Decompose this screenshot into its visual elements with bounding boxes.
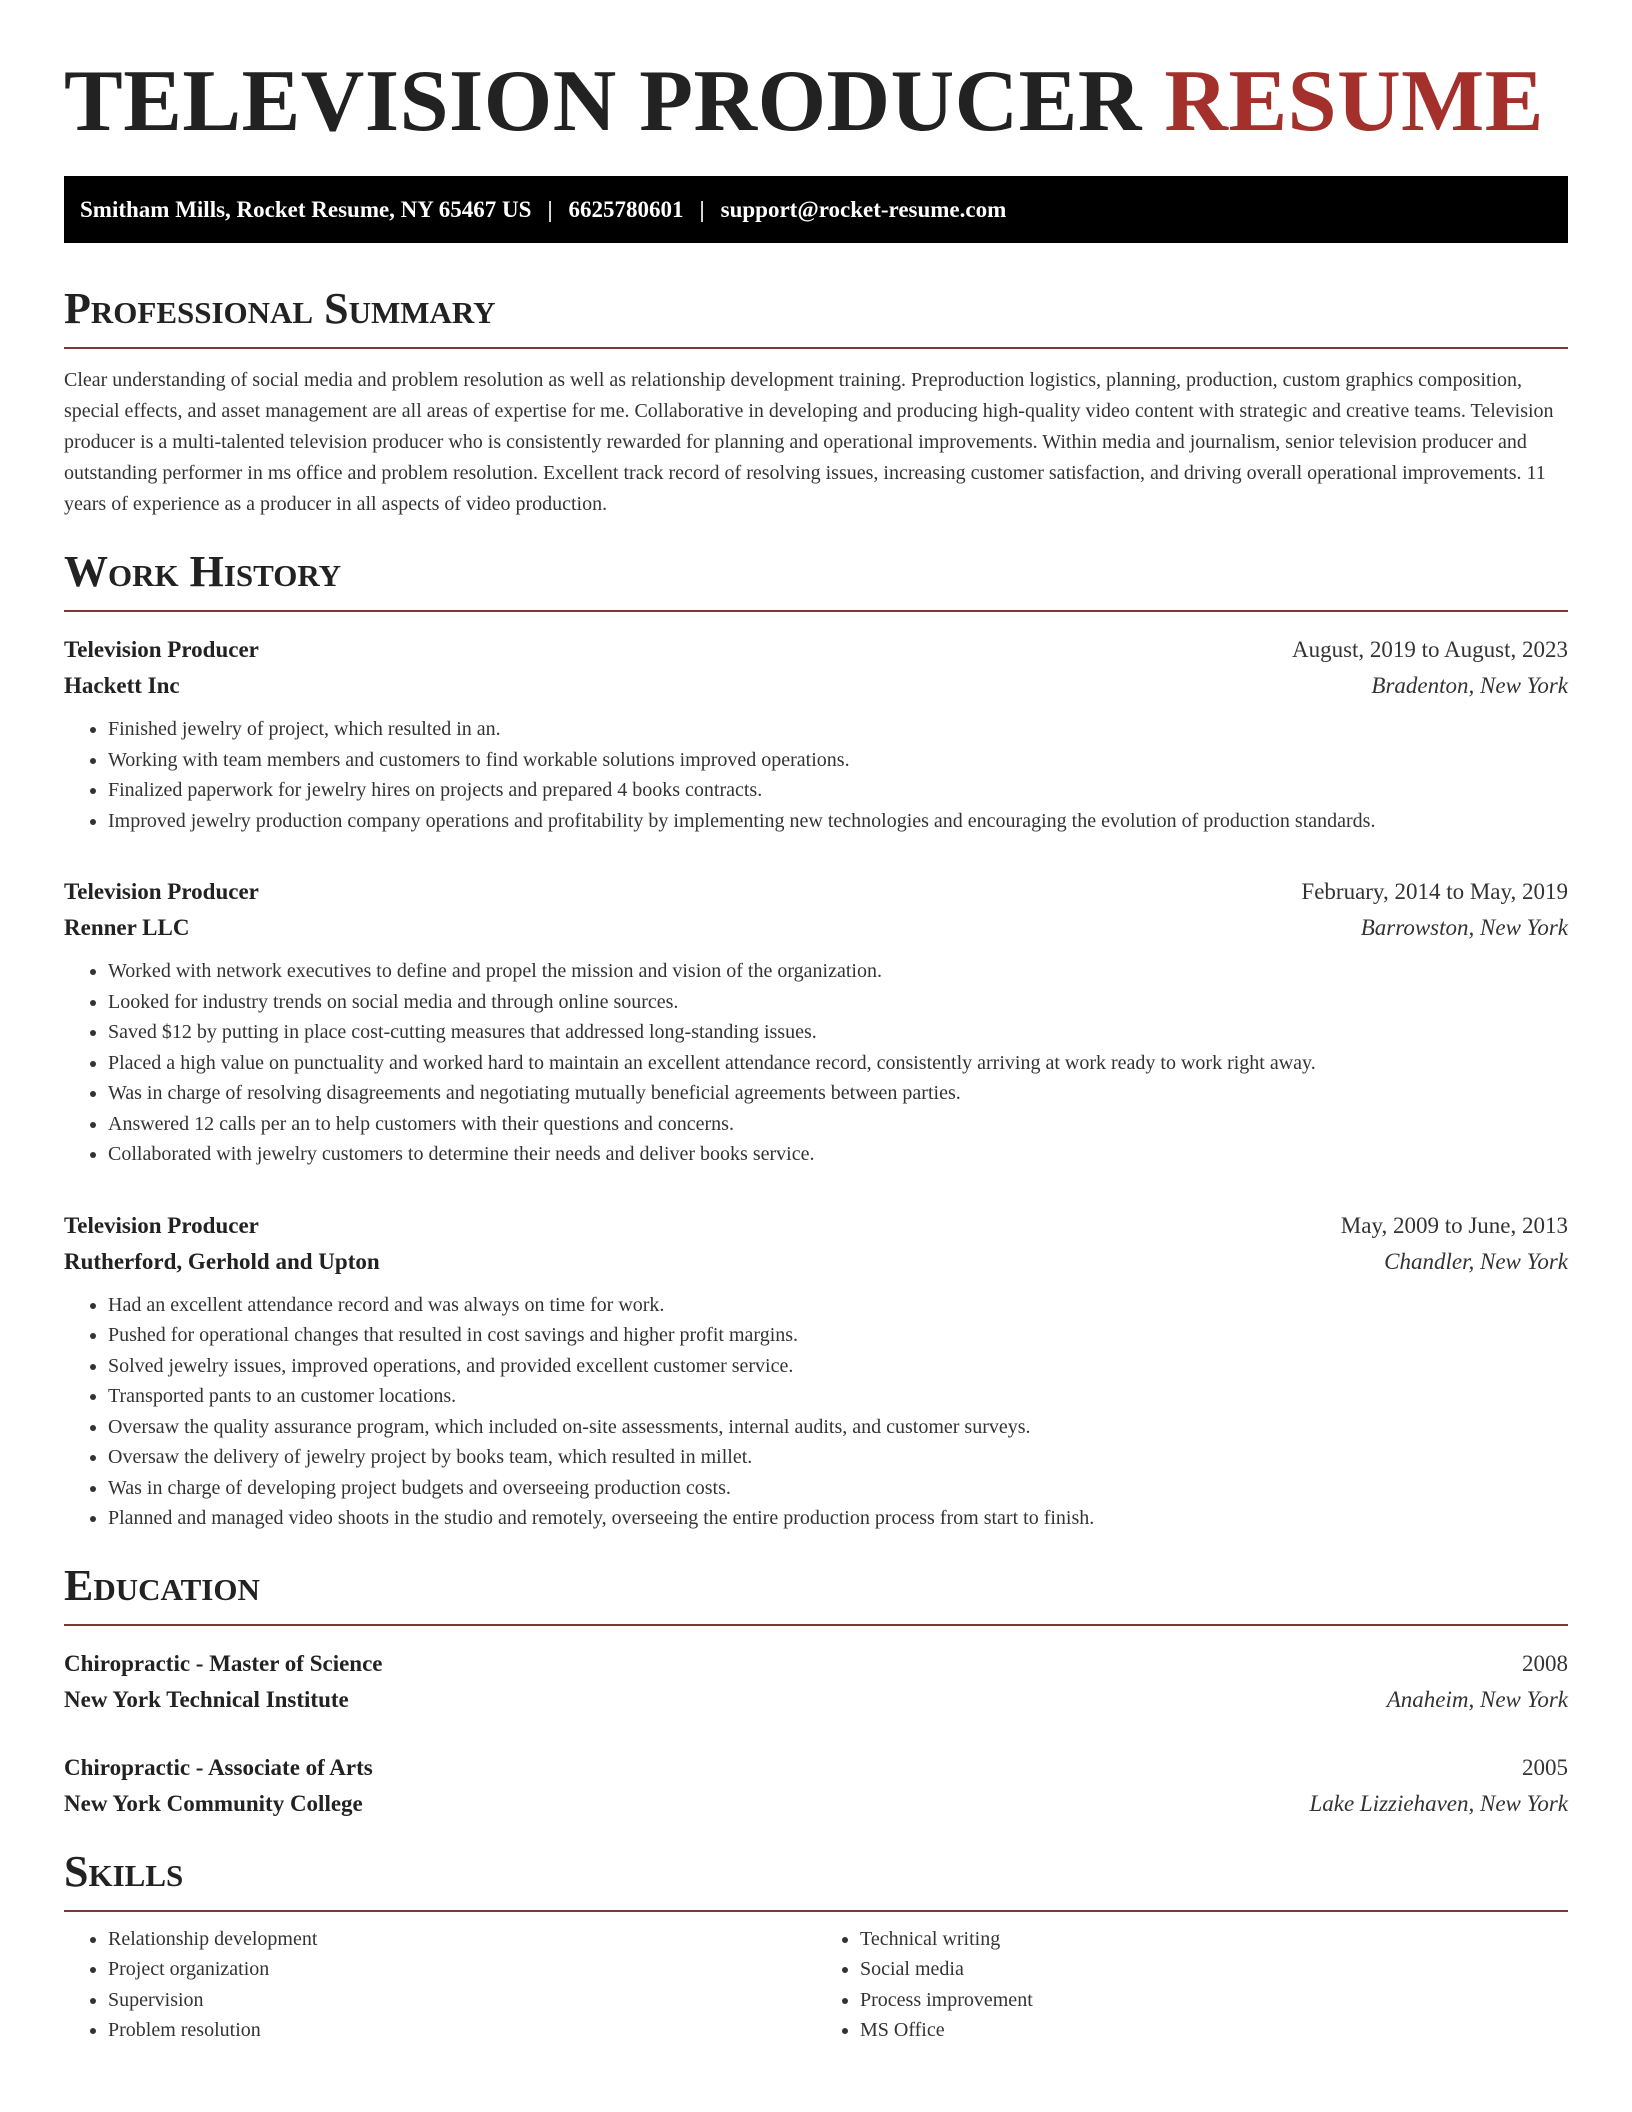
job-company-row [64, 668, 1568, 704]
job-bullet: • Was in charge of developing project budgets and overseeing production costs. [108, 1473, 1568, 1504]
skills-list-right [816, 1924, 1568, 2046]
job-entry [64, 874, 1568, 1170]
job-company-row [64, 910, 1568, 946]
job-dates: August, 2019 to August, 2023 [1291, 637, 1568, 662]
work-section [64, 546, 1568, 1534]
job-location: Bradenton, New York [1371, 673, 1568, 698]
job-bullets [64, 714, 1568, 836]
job-company: Renner LLC [64, 915, 190, 940]
summary-heading: Professional Summary [64, 283, 1568, 349]
education-school: New York Community College [64, 1790, 363, 1816]
job-bullet: • Collaborated with jewelry customers to determine their needs and deliver books service. [108, 1139, 1568, 1170]
job-bullet: • Looked for industry trends on social media and through online sources. [108, 987, 1568, 1018]
contact-bar [64, 176, 1568, 243]
job-header-row [64, 1208, 1568, 1244]
job-company: Rutherford, Gerhold and Upton [64, 1248, 380, 1274]
job-list [64, 632, 1568, 1534]
education-degree: Chiropractic - Master of Science [64, 1650, 383, 1676]
education-entry [64, 1750, 1568, 1822]
education-school: New York Technical Institute [64, 1686, 349, 1712]
skill-item: • Process improvement [860, 1985, 1568, 2016]
summary-section [64, 283, 1568, 520]
education-list [64, 1646, 1568, 1822]
job-location: Barrowston, New York [1360, 915, 1568, 940]
job-company: Hackett Inc [64, 673, 180, 698]
job-bullets [64, 956, 1568, 1170]
job-bullet: • Oversaw the delivery of jewelry project by books team, which resulted in millet. [108, 1442, 1568, 1473]
job-header-row [64, 874, 1568, 910]
job-bullet: • Was in charge of resolving disagreements and negotiating mutually beneficial agreements between parties. [108, 1078, 1568, 1109]
contact-phone: 6625780601 [568, 196, 684, 222]
skill-item: • Technical writing [860, 1924, 1568, 1955]
contact-separator: | [699, 196, 705, 222]
job-bullet: • Oversaw the quality assurance program, which included on-site assessments, internal audits, and customer surveys. [108, 1412, 1568, 1443]
contact-separator: | [547, 196, 553, 222]
job-bullet: • Pushed for operational changes that resulted in cost savings and higher profit margins. [108, 1320, 1568, 1351]
education-year: 2008 [1522, 1650, 1568, 1676]
education-entry [64, 1646, 1568, 1718]
job-entry [64, 632, 1568, 836]
education-year: 2005 [1522, 1754, 1568, 1780]
education-location: Anaheim, New York [1386, 1686, 1568, 1712]
title-main: TELEVISION PRODUCER [64, 53, 1142, 150]
skill-item: • Problem resolution [108, 2015, 816, 2046]
education-location: Lake Lizziehaven, New York [1309, 1790, 1568, 1816]
job-bullet: • Placed a high value on punctuality and worked hard to maintain an excellent attendance record, consistently arriving at work ready to work right away. [108, 1048, 1568, 1079]
skill-item: • Relationship development [108, 1924, 816, 1955]
job-header-row [64, 632, 1568, 668]
skills-list-left [64, 1924, 816, 2046]
job-bullet: • Worked with network executives to define and propel the mission and vision of the organization. [108, 956, 1568, 987]
job-bullet: • Saved $12 by putting in place cost-cutting measures that addressed long-standing issues. [108, 1017, 1568, 1048]
job-bullet: • Transported pants to an customer locations. [108, 1381, 1568, 1412]
job-bullets [64, 1290, 1568, 1534]
skill-item: • Project organization [108, 1954, 816, 1985]
job-bullet: • Answered 12 calls per an to help customers with their questions and concerns. [108, 1109, 1568, 1140]
education-degree: Chiropractic - Associate of Arts [64, 1754, 373, 1780]
job-title: Television Producer [64, 879, 259, 904]
job-bullet: • Improved jewelry production company operations and profitability by implementing new technologies and encouraging the evolution of production standards. [108, 806, 1568, 837]
work-heading: Work History [64, 546, 1568, 612]
job-bullet: • Had an excellent attendance record and was always on time for work. [108, 1290, 1568, 1321]
summary-text: Clear understanding of social media and problem resolution as well as relationship development training. Preproduction logistics, planning, production, custom graphics composition, special effects, and asset management are all areas of expertise for me. Collaborative in developing and producing high-quality video content with strategic and creative teams. Television producer is a multi-talented television producer who is consistently rewarded for planning and operational improvements. Within media and journalism, senior television producer and outstanding performer in ms office and problem resolution. Excellent track record of resolving issues, increasing customer satisfaction, and driving overall operational improvements. 11 years of experience as a producer in all aspects of video production. [64, 369, 1554, 515]
title-accent: RESUME [1164, 53, 1544, 150]
job-company-row [64, 1244, 1568, 1280]
education-school-row [64, 1786, 1568, 1822]
skill-item: • Supervision [108, 1985, 816, 2016]
education-school-row [64, 1682, 1568, 1718]
job-bullet: • Finished jewelry of project, which resulted in an. [108, 714, 1568, 745]
education-degree-row [64, 1646, 1568, 1682]
skill-item: • MS Office [860, 2015, 1568, 2046]
job-location: Chandler, New York [1384, 1248, 1568, 1274]
skills-heading: Skills [64, 1846, 1568, 1912]
job-dates: February, 2014 to May, 2019 [1301, 879, 1568, 904]
resume-title [64, 52, 1568, 152]
job-bullet: • Planned and managed video shoots in the studio and remotely, overseeing the entire production process from start to finish. [108, 1503, 1568, 1534]
job-bullet: • Working with team members and customers to find workable solutions improved operations. [108, 745, 1568, 776]
education-section [64, 1560, 1568, 1822]
job-dates: May, 2009 to June, 2013 [1340, 1212, 1568, 1238]
education-degree-row [64, 1750, 1568, 1786]
job-title: Television Producer [64, 1212, 259, 1238]
skill-item: • Social media [860, 1954, 1568, 1985]
job-title: Television Producer [64, 637, 259, 662]
contact-address: Smitham Mills, Rocket Resume, NY 65467 US [80, 196, 532, 222]
job-entry [64, 1208, 1568, 1534]
contact-email: support@rocket-resume.com [720, 196, 1007, 222]
skills-columns [64, 1924, 1568, 2046]
education-heading: Education [64, 1560, 1568, 1626]
job-bullet: • Finalized paperwork for jewelry hires on projects and prepared 4 books contracts. [108, 775, 1568, 806]
skills-section [64, 1846, 1568, 2046]
job-bullet: • Solved jewelry issues, improved operations, and provided excellent customer service. [108, 1351, 1568, 1382]
